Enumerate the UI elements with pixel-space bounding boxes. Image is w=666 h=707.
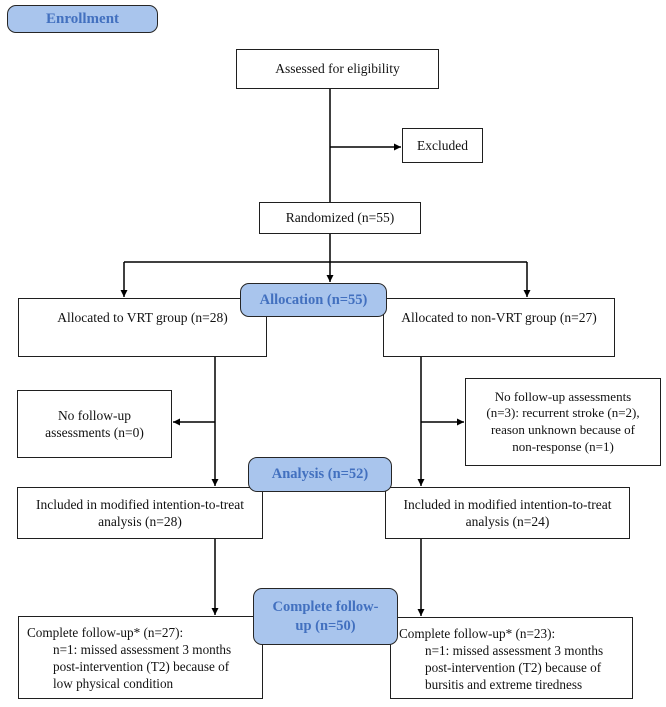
- included-analysis-right-node: [385, 487, 630, 539]
- included-analysis-left-line2: analysis (n=28): [98, 514, 182, 529]
- allocated-vrt-label: Allocated to VRT group (n=28): [57, 310, 228, 325]
- complete-followup-right-title: Complete follow-up* (n=23):: [399, 626, 556, 641]
- complete-followup-right-detail1: n=1: missed assessment 3 months: [425, 643, 604, 659]
- no-followup-right-line2: (n=3): recurrent stroke (n=2),: [486, 405, 640, 421]
- complete-followup-left-detail1: n=1: missed assessment 3 months: [53, 642, 232, 658]
- no-followup-right-node: [465, 378, 661, 466]
- complete-followup-stage-line2: up (n=50): [295, 617, 356, 634]
- included-analysis-left-node: [17, 487, 263, 539]
- enrollment-stage-label: Enrollment: [45, 10, 120, 27]
- analysis-stage-badge: [248, 457, 392, 492]
- complete-followup-right-node: [390, 617, 633, 699]
- included-analysis-right-line2: analysis (n=24): [465, 514, 550, 529]
- allocated-nonvrt-label: Allocated to non-VRT group (n=27): [401, 310, 597, 325]
- complete-followup-right-detail2: post-intervention (T2) because of: [425, 660, 602, 676]
- complete-followup-left-detail2: post-intervention (T2) because of: [53, 659, 230, 675]
- no-followup-right-line3: reason unknown because of: [490, 422, 636, 437]
- complete-followup-left-node: [18, 616, 263, 699]
- no-followup-right-line4: non-response (n=1): [512, 438, 614, 454]
- complete-followup-stage-badge: [253, 588, 398, 645]
- complete-followup-stage-line1: Complete follow-: [272, 599, 379, 616]
- complete-followup-right-detail3: bursitis and extreme tiredness: [425, 677, 583, 693]
- allocated-vrt-node: [18, 298, 267, 357]
- no-followup-right-line1: No follow-up assessments: [494, 388, 632, 404]
- enrollment-stage-badge: [7, 5, 158, 33]
- allocation-stage-label: Allocation (n=55): [259, 291, 368, 308]
- randomized-label: Randomized (n=55): [285, 210, 395, 226]
- complete-followup-left-detail3: low physical condition: [53, 676, 174, 692]
- analysis-stage-label: Analysis (n=52): [271, 466, 369, 483]
- assessed-eligibility-label: Assessed for eligibility: [275, 61, 400, 77]
- allocation-stage-badge: [240, 283, 387, 317]
- excluded-node: [402, 128, 483, 163]
- allocated-nonvrt-node: [383, 298, 615, 357]
- complete-followup-left-title: Complete follow-up* (n=27):: [27, 625, 184, 640]
- included-analysis-left-line1: Included in modified intention-to-treat: [35, 496, 245, 512]
- no-followup-left-line1: No follow-up: [57, 407, 132, 423]
- no-followup-left-node: [17, 390, 172, 458]
- excluded-label: Excluded: [417, 137, 468, 153]
- no-followup-left-line2: assessments (n=0): [45, 425, 144, 440]
- assessed-eligibility-node: [236, 49, 439, 89]
- randomized-node: [259, 202, 421, 234]
- included-analysis-right-line1: Included in modified intention-to-treat: [403, 496, 612, 512]
